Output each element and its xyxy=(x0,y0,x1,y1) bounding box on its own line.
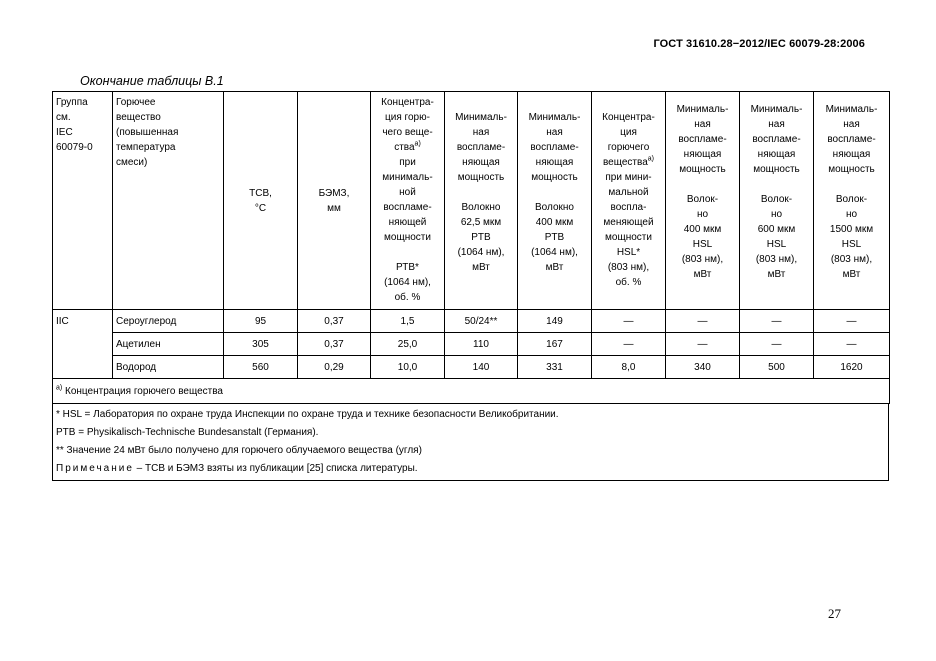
header-line: воспламе- xyxy=(456,142,506,153)
header-line: няющей xyxy=(388,217,427,228)
header-line: Минималь- xyxy=(676,104,729,115)
header-line: мощность xyxy=(457,172,505,183)
header-line: (повышенная xyxy=(116,127,179,138)
header-line: воспламе- xyxy=(530,142,579,153)
header-group xyxy=(53,92,113,310)
header-line: мВт xyxy=(767,269,786,280)
cell-power-600-hsl: — xyxy=(740,333,814,356)
cell-bemz: 0,29 xyxy=(298,356,371,379)
header-line: ция горю- xyxy=(385,112,430,123)
header-line xyxy=(669,177,736,192)
header-line: мощность xyxy=(531,172,578,183)
header-bemz xyxy=(298,92,371,310)
header-line: воспламе- xyxy=(827,134,876,145)
header-line: чего веще- xyxy=(382,127,433,138)
header-line: РТВ* xyxy=(396,262,419,273)
footnote-marker: а) xyxy=(414,140,421,148)
header-conc-ptb xyxy=(371,92,445,310)
header-line: мВт xyxy=(545,262,564,273)
header-line: мальной xyxy=(608,187,649,198)
cell-power-400-ptb: 149 xyxy=(518,310,592,333)
header-line: Горючее xyxy=(116,97,156,108)
header-line: меняющей xyxy=(603,217,654,228)
cell-conc-hsl: 8,0 xyxy=(592,356,666,379)
header-line: ная xyxy=(472,127,490,138)
header-line: ция xyxy=(620,127,637,138)
note-value-24: ** Значение 24 мВт было получено для горючего облучаемого вещества (угля) xyxy=(56,445,422,456)
header-line: 60079-0 xyxy=(56,142,93,153)
notes-block xyxy=(52,404,889,481)
header-line: Волокно xyxy=(461,202,501,213)
note-hsl: * HSL = Лаборатория по охране труда Инспекции по охране труда и технике безопасности Великобритании. xyxy=(56,409,559,420)
header-line: Концентра- xyxy=(602,112,655,123)
header-line: мм xyxy=(327,202,341,214)
header-line: смеси) xyxy=(116,157,148,168)
header-line: (803 нм), xyxy=(607,262,650,273)
header-line: Минималь- xyxy=(528,112,581,123)
header-line: воспламе- xyxy=(752,134,801,145)
header-line: няющая xyxy=(535,157,574,168)
header-power-400-hsl xyxy=(666,92,740,310)
header-line: ная xyxy=(768,119,785,130)
header-line: Группа xyxy=(56,97,88,108)
header-line: Минималь- xyxy=(825,104,878,115)
header-line: но xyxy=(845,209,858,220)
header-line: ная xyxy=(843,119,860,130)
header-line xyxy=(374,245,441,260)
cell-power-1500-hsl: 1620 xyxy=(814,356,890,379)
header-line: Волок- xyxy=(686,194,719,205)
header-line: Минималь- xyxy=(750,104,803,115)
header-line: няющая xyxy=(832,149,871,160)
header-line: мВт xyxy=(472,262,490,273)
header-line: мощность xyxy=(679,164,726,175)
cell-power-1500-hsl: — xyxy=(814,333,890,356)
header-line: минималь- xyxy=(382,172,433,183)
header-line: мощность xyxy=(753,164,800,175)
footnote-a xyxy=(53,379,890,404)
header-line: няющая xyxy=(757,149,796,160)
cell-substance: Водород xyxy=(113,356,224,379)
header-line xyxy=(743,177,810,192)
header-line: мВт xyxy=(693,269,712,280)
header-line: ная xyxy=(546,127,563,138)
cell-bemz: 0,37 xyxy=(298,333,371,356)
header-line: ной xyxy=(399,187,416,198)
cell-conc-ptb: 1,5 xyxy=(371,310,445,333)
note-ptb: PTB = Physikalisch-Technische Bundesanstalt (Германия). xyxy=(56,427,319,438)
header-line: няющая xyxy=(462,157,500,168)
cell-bemz: 0,37 xyxy=(298,310,371,333)
header-line: HSL xyxy=(692,239,713,250)
header-line: но xyxy=(770,209,783,220)
header-line: 62,5 мкм xyxy=(460,217,502,228)
header-line: PTB xyxy=(471,232,491,243)
header-line: (1064 нм), xyxy=(457,247,505,258)
cell-power-62: 50/24** xyxy=(445,310,518,333)
header-line: (1064 нм), xyxy=(384,277,431,288)
header-line: об. % xyxy=(394,292,421,303)
note-remark xyxy=(56,460,885,478)
header-line: няющая xyxy=(683,149,722,160)
header-line: об. % xyxy=(615,277,642,288)
footnote-marker: а) xyxy=(647,155,654,163)
footnote-marker: а) xyxy=(56,384,63,392)
page-number: 27 xyxy=(828,606,841,621)
footnote-row xyxy=(53,379,890,404)
cell-power-1500-hsl: — xyxy=(814,310,890,333)
header-tsv xyxy=(224,92,298,310)
header-line: (803 нм), xyxy=(681,254,724,265)
cell-power-400-hsl: 340 xyxy=(666,356,740,379)
cell-power-62: 140 xyxy=(445,356,518,379)
header-line: Волок- xyxy=(760,194,793,205)
data-table xyxy=(52,91,890,404)
footnote-a-text: Концентрация горючего вещества xyxy=(65,385,223,397)
note-label: Примечание xyxy=(56,463,134,474)
cell-power-62: 110 xyxy=(445,333,518,356)
header-line: HSL xyxy=(841,239,862,250)
header-line: горючего xyxy=(607,142,650,153)
header-line: воспламе- xyxy=(678,134,727,145)
header-power-1500-hsl xyxy=(814,92,890,310)
header-line: 1500 мкм xyxy=(829,224,874,235)
header-line: см. xyxy=(56,112,71,123)
document-header: ГОСТ 31610.28−2012/IEC 60079-28:2006 xyxy=(653,38,865,50)
header-line: температура xyxy=(116,142,176,153)
header-line: ства$^{а)}$ xyxy=(394,140,421,153)
header-line: (803 нм), xyxy=(755,254,798,265)
header-line: ная xyxy=(694,119,711,130)
header-line: воспла- xyxy=(610,202,647,213)
cell-conc-ptb: 10,0 xyxy=(371,356,445,379)
header-line: HSL xyxy=(766,239,787,250)
table-caption: Окончание таблицы B.1 xyxy=(80,74,224,88)
header-line: мВт xyxy=(842,269,861,280)
cell-power-400-hsl: — xyxy=(666,333,740,356)
header-line: °С xyxy=(254,202,267,214)
header-line: вещество xyxy=(116,112,161,123)
header-line: вещества$^{а)}$ xyxy=(602,155,654,168)
header-line: мощности xyxy=(384,232,431,243)
table-row xyxy=(53,356,890,379)
cell-substance: Ацетилен xyxy=(113,333,224,356)
header-line: БЭМЗ, xyxy=(318,187,350,199)
header-line: Минималь- xyxy=(455,112,507,123)
header-line: 400 мкм xyxy=(535,217,574,228)
header-line: (803 нм), xyxy=(830,254,873,265)
header-line: Волок- xyxy=(835,194,868,205)
table-row xyxy=(53,310,890,333)
header-power-600-hsl xyxy=(740,92,814,310)
header-line xyxy=(521,185,588,200)
cell-substance: Сероуглерод xyxy=(113,310,224,333)
note-text: – ТСВ и БЭМЗ взяты из публикации [25] списка литературы. xyxy=(133,463,418,474)
header-line: мощность xyxy=(828,164,875,175)
cell-tsv: 560 xyxy=(224,356,298,379)
header-row xyxy=(53,92,890,310)
header-line: при xyxy=(399,157,416,168)
cell-tsv: 95 xyxy=(224,310,298,333)
header-line: ТСВ, xyxy=(249,187,272,199)
header-line: при мини- xyxy=(605,172,652,183)
header-substance xyxy=(113,92,224,310)
cell-tsv: 305 xyxy=(224,333,298,356)
header-line: воспламе- xyxy=(383,202,432,213)
cell-conc-ptb: 25,0 xyxy=(371,333,445,356)
header-conc-hsl xyxy=(592,92,666,310)
cell-conc-hsl: — xyxy=(592,333,666,356)
cell-power-600-hsl: 500 xyxy=(740,356,814,379)
cell-group xyxy=(53,356,113,379)
header-line xyxy=(448,185,514,200)
header-line: 400 мкм xyxy=(683,224,722,235)
header-line: 600 мкм xyxy=(757,224,796,235)
header-power-400-ptb xyxy=(518,92,592,310)
header-line xyxy=(817,177,886,192)
cell-power-400-hsl: — xyxy=(666,310,740,333)
table-row xyxy=(53,333,890,356)
header-line: мощности xyxy=(605,232,652,243)
header-line: IEC xyxy=(56,127,73,138)
cell-power-400-ptb: 167 xyxy=(518,333,592,356)
header-line: Концентра- xyxy=(381,97,434,108)
cell-group: IIC xyxy=(53,310,113,333)
header-line: но xyxy=(696,209,709,220)
header-line: PTB xyxy=(544,232,565,243)
cell-conc-hsl: — xyxy=(592,310,666,333)
header-power-62 xyxy=(445,92,518,310)
header-line: (1064 нм), xyxy=(531,247,578,258)
header-line: HSL* xyxy=(616,247,641,258)
cell-power-600-hsl: — xyxy=(740,310,814,333)
header-line: Волокно xyxy=(535,202,574,213)
cell-group xyxy=(53,333,113,356)
cell-power-400-ptb: 331 xyxy=(518,356,592,379)
